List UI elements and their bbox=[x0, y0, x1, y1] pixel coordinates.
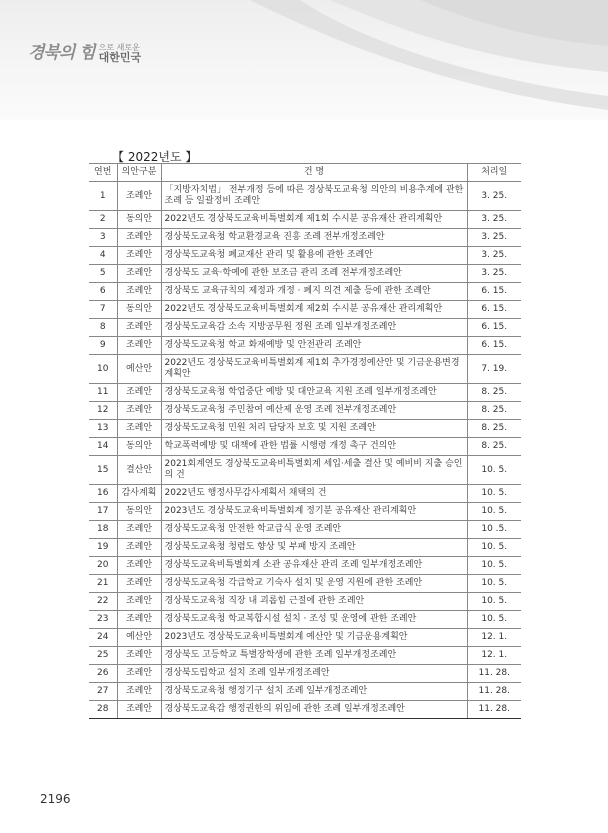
row-title: 경상북도교육청 학교복합시설 설치 · 조성 및 운영에 관한 조례안 bbox=[161, 611, 467, 629]
row-type: 조례안 bbox=[117, 539, 161, 557]
row-type: 조례안 bbox=[117, 402, 161, 420]
table-row bbox=[89, 355, 521, 384]
row-date: 3. 25. bbox=[467, 247, 521, 265]
table-row bbox=[89, 539, 521, 557]
table-row bbox=[89, 438, 521, 456]
row-number: 9 bbox=[89, 337, 117, 355]
row-date: 11. 28. bbox=[467, 683, 521, 701]
table-body bbox=[89, 182, 521, 719]
row-title: 경상북도교육청 각급학교 기숙사 설치 및 운영 지원에 관한 조례안 bbox=[161, 575, 467, 593]
row-date: 11. 28. bbox=[467, 701, 521, 719]
row-number: 17 bbox=[89, 503, 117, 521]
table-row bbox=[89, 503, 521, 521]
row-date: 10. 5. bbox=[467, 557, 521, 575]
row-date: 10. 5. bbox=[467, 611, 521, 629]
row-number: 27 bbox=[89, 683, 117, 701]
row-number: 15 bbox=[89, 456, 117, 485]
table-row bbox=[89, 485, 521, 503]
row-number: 16 bbox=[89, 485, 117, 503]
table-row bbox=[89, 665, 521, 683]
row-number: 4 bbox=[89, 247, 117, 265]
table-row bbox=[89, 593, 521, 611]
row-type: 조례안 bbox=[117, 384, 161, 402]
row-type: 조례안 bbox=[117, 647, 161, 665]
row-title: 2022년도 경상북도교육비특별회계 제2회 수시분 공유재산 관리계획안 bbox=[161, 301, 467, 319]
row-date: 11. 28. bbox=[467, 665, 521, 683]
row-number: 10 bbox=[89, 355, 117, 384]
row-title: 경상북도교육청 학업중단 예방 및 대안교육 지원 조례 일부개정조례안 bbox=[161, 384, 467, 402]
logo bbox=[28, 38, 141, 63]
row-title: 경상북도교육비특별회계 소관 공유재산 관리 조례 일부개정조례안 bbox=[161, 557, 467, 575]
row-number: 18 bbox=[89, 521, 117, 539]
row-number: 13 bbox=[89, 420, 117, 438]
table-row bbox=[89, 575, 521, 593]
row-date: 8. 25. bbox=[467, 402, 521, 420]
row-number: 22 bbox=[89, 593, 117, 611]
header-type: 의안구분 bbox=[117, 164, 161, 182]
row-date: 6. 15. bbox=[467, 301, 521, 319]
row-title: 2023년도 경상북도교육비특별회계 정기분 공유재산 관리계획안 bbox=[161, 503, 467, 521]
bills-table bbox=[89, 163, 521, 719]
row-title: 2022년도 경상북도교육비특별회계 제1회 수시분 공유재산 관리계획안 bbox=[161, 211, 467, 229]
row-date: 6. 15. bbox=[467, 283, 521, 301]
page-number: 2196 bbox=[40, 792, 71, 806]
table-row bbox=[89, 319, 521, 337]
table-row bbox=[89, 229, 521, 247]
table-row bbox=[89, 337, 521, 355]
row-date: 3. 25. bbox=[467, 229, 521, 247]
row-title: 경상북도교육청 청렴도 향상 및 부패 방지 조례안 bbox=[161, 539, 467, 557]
row-title: 경상북도 고등학교 특별장학생에 관한 조례 일부개정조례안 bbox=[161, 647, 467, 665]
section-title: 【 2022년도 】 bbox=[112, 150, 198, 164]
row-title: 경상북도교육청 직장 내 괴롭힘 근절에 관한 조례안 bbox=[161, 593, 467, 611]
row-date: 3. 25. bbox=[467, 211, 521, 229]
row-type: 예산안 bbox=[117, 355, 161, 384]
table-row bbox=[89, 211, 521, 229]
table-row bbox=[89, 384, 521, 402]
row-number: 24 bbox=[89, 629, 117, 647]
row-type: 조례안 bbox=[117, 283, 161, 301]
header-band bbox=[0, 0, 608, 120]
logo-sub bbox=[99, 43, 142, 63]
logo-small-text: 으로 새로운 bbox=[98, 43, 140, 52]
table-row bbox=[89, 301, 521, 319]
row-number: 20 bbox=[89, 557, 117, 575]
row-number: 21 bbox=[89, 575, 117, 593]
row-type: 동의안 bbox=[117, 211, 161, 229]
row-number: 28 bbox=[89, 701, 117, 719]
table-row bbox=[89, 420, 521, 438]
row-title: 경상북도 교육규칙의 제정과 개정 · 폐지 의견 제출 등에 관한 조례안 bbox=[161, 283, 467, 301]
row-number: 1 bbox=[89, 182, 117, 211]
table-row bbox=[89, 683, 521, 701]
row-type: 조례안 bbox=[117, 337, 161, 355]
row-number: 14 bbox=[89, 438, 117, 456]
row-number: 3 bbox=[89, 229, 117, 247]
row-number: 5 bbox=[89, 265, 117, 283]
row-type: 동의안 bbox=[117, 503, 161, 521]
row-type: 감사계획 bbox=[117, 485, 161, 503]
row-title: 경상북도 교육·학예에 관한 보조금 관리 조례 전부개정조례안 bbox=[161, 265, 467, 283]
row-title: 경상북도교육감 소속 지방공무원 정원 조례 일부개정조례안 bbox=[161, 319, 467, 337]
header-no: 연번 bbox=[89, 164, 117, 182]
row-type: 조례안 bbox=[117, 665, 161, 683]
row-date: 8. 25. bbox=[467, 384, 521, 402]
logo-script: 경북의 힘 bbox=[28, 43, 95, 63]
row-title: 2023년도 경상북도교육비특별회계 예산안 및 기금운용계획안 bbox=[161, 629, 467, 647]
table-header-row bbox=[89, 164, 521, 182]
row-date: 10. 5. bbox=[467, 575, 521, 593]
row-title: 2022년도 행정사무감사계획서 채택의 건 bbox=[161, 485, 467, 503]
row-date: 6. 15. bbox=[467, 337, 521, 355]
row-type: 조례안 bbox=[117, 247, 161, 265]
row-type: 조례안 bbox=[117, 683, 161, 701]
row-type: 조례안 bbox=[117, 420, 161, 438]
row-type: 동의안 bbox=[117, 301, 161, 319]
row-number: 25 bbox=[89, 647, 117, 665]
row-title: 경상북도교육청 학교 화재예방 및 안전관리 조례안 bbox=[161, 337, 467, 355]
row-date: 8. 25. bbox=[467, 420, 521, 438]
row-title: 경상북도교육청 주민참여 예산제 운영 조례 전부개정조례안 bbox=[161, 402, 467, 420]
row-title: 경상북도교육감 행정권한의 위임에 관한 조례 일부개정조례안 bbox=[161, 701, 467, 719]
header-date: 처리일 bbox=[467, 164, 521, 182]
header-title: 건 명 bbox=[161, 164, 467, 182]
row-type: 조례안 bbox=[117, 265, 161, 283]
row-date: 6. 15. bbox=[467, 319, 521, 337]
row-type: 조례안 bbox=[117, 557, 161, 575]
table-row bbox=[89, 247, 521, 265]
row-title: 2022년도 경상북도교육비특별회계 제1회 추가경정예산안 및 기금운용변경계획안 bbox=[161, 355, 467, 384]
row-date: 10. 5. bbox=[467, 593, 521, 611]
row-date: 7. 19. bbox=[467, 355, 521, 384]
table-row bbox=[89, 283, 521, 301]
row-number: 23 bbox=[89, 611, 117, 629]
row-number: 2 bbox=[89, 211, 117, 229]
logo-big-text: 대한민국 bbox=[98, 51, 142, 64]
row-number: 6 bbox=[89, 283, 117, 301]
row-title: 학교폭력예방 및 대책에 관한 법률 시행령 개정 촉구 건의안 bbox=[161, 438, 467, 456]
table-row bbox=[89, 557, 521, 575]
row-type: 조례안 bbox=[117, 319, 161, 337]
table-row bbox=[89, 182, 521, 211]
row-type: 조례안 bbox=[117, 593, 161, 611]
row-type: 예산안 bbox=[117, 629, 161, 647]
row-date: 10. 5. bbox=[467, 485, 521, 503]
table-row bbox=[89, 701, 521, 719]
table-row bbox=[89, 629, 521, 647]
row-title: 「지방자치법」 전부개정 등에 따른 경상북도교육청 의안의 비용추계에 관한 조례 등 일괄정비 조례안 bbox=[161, 182, 467, 211]
row-title: 경상북도교육청 폐교재산 관리 및 활용에 관한 조례안 bbox=[161, 247, 467, 265]
row-number: 26 bbox=[89, 665, 117, 683]
table-row bbox=[89, 265, 521, 283]
row-title: 경상북도교육청 학교환경교육 진흥 조례 전부개정조례안 bbox=[161, 229, 467, 247]
row-number: 8 bbox=[89, 319, 117, 337]
row-type: 조례안 bbox=[117, 575, 161, 593]
row-number: 12 bbox=[89, 402, 117, 420]
row-date: 10. 5. bbox=[467, 539, 521, 557]
row-title: 2021회계연도 경상북도교육비특별회계 세입·세출 결산 및 예비비 지출 승인의 건 bbox=[161, 456, 467, 485]
table-row bbox=[89, 456, 521, 485]
row-title: 경상북도교육청 안전한 학교급식 운영 조례안 bbox=[161, 521, 467, 539]
row-date: 10. 5. bbox=[467, 456, 521, 485]
row-type: 조례안 bbox=[117, 611, 161, 629]
row-date: 3. 25. bbox=[467, 265, 521, 283]
row-date: 10. 5. bbox=[467, 503, 521, 521]
row-date: 12. 1. bbox=[467, 647, 521, 665]
row-title: 경상북도교육청 행정기구 설치 조례 일부개정조례안 bbox=[161, 683, 467, 701]
row-type: 조례안 bbox=[117, 182, 161, 211]
row-title: 경상북도립학교 설치 조례 일부개정조례안 bbox=[161, 665, 467, 683]
row-date: 3. 25. bbox=[467, 182, 521, 211]
table-row bbox=[89, 521, 521, 539]
row-number: 11 bbox=[89, 384, 117, 402]
row-date: 12. 1. bbox=[467, 629, 521, 647]
row-date: 10 .5. bbox=[467, 521, 521, 539]
table-row bbox=[89, 647, 521, 665]
table-row bbox=[89, 402, 521, 420]
table-row bbox=[89, 611, 521, 629]
row-number: 19 bbox=[89, 539, 117, 557]
row-number: 7 bbox=[89, 301, 117, 319]
row-type: 조례안 bbox=[117, 521, 161, 539]
row-type: 결산안 bbox=[117, 456, 161, 485]
row-type: 조례안 bbox=[117, 701, 161, 719]
row-title: 경상북도교육청 민원 처리 담당자 보호 및 지원 조례안 bbox=[161, 420, 467, 438]
row-date: 8. 25. bbox=[467, 438, 521, 456]
row-type: 조례안 bbox=[117, 229, 161, 247]
row-type: 동의안 bbox=[117, 438, 161, 456]
